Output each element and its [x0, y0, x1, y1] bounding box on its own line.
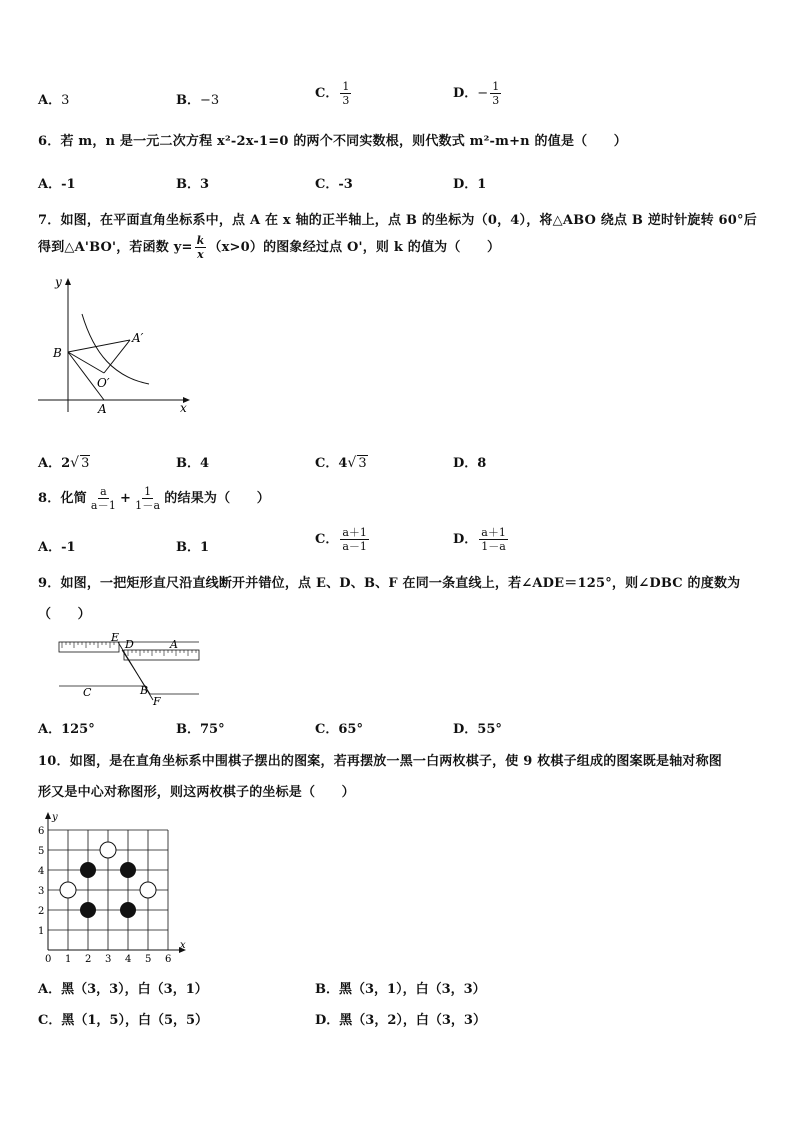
- option-letter: A．: [38, 722, 62, 737]
- q9-option-b: [176, 718, 225, 737]
- x-tick-label: 1: [65, 954, 72, 964]
- x-tick-label: 5: [145, 954, 152, 964]
- q5-option-c: [315, 80, 353, 107]
- label-a: A: [170, 638, 178, 651]
- white-stone: [140, 882, 156, 898]
- fraction-numerator: a＋1: [342, 526, 367, 539]
- option-coef: 4: [338, 456, 348, 471]
- q10-option-b: [315, 978, 486, 997]
- fraction: [89, 485, 118, 512]
- option-value: 65°: [338, 722, 363, 737]
- option-letter: D．: [453, 532, 478, 547]
- option-letter: D．: [453, 86, 478, 101]
- option-letter: C．: [315, 86, 339, 101]
- fraction-numerator: 1: [342, 80, 350, 93]
- option-letter: A．: [38, 982, 62, 997]
- option-letter: B．: [176, 93, 200, 108]
- option-value: 8: [477, 456, 487, 471]
- fraction-numerator: k: [196, 234, 205, 247]
- q6-option-b: [176, 173, 209, 192]
- black-stone: [80, 902, 96, 918]
- q7-option-d: [453, 452, 486, 471]
- option-coef: 2: [61, 456, 71, 471]
- option-letter: B．: [315, 982, 339, 997]
- sqrt-sign: √: [70, 455, 80, 471]
- label-c: C: [83, 686, 92, 699]
- option-value: 1: [200, 540, 210, 555]
- q5-option-d: [453, 80, 503, 107]
- fraction: [340, 80, 351, 107]
- sqrt-radicand: 3: [81, 456, 90, 471]
- option-value: 125°: [61, 722, 95, 737]
- q7-line2: [38, 234, 500, 261]
- option-letter: B．: [176, 177, 200, 192]
- y-axis-label: y: [52, 812, 58, 823]
- fraction-numerator: 1: [144, 485, 152, 498]
- q10-option-d: [315, 1009, 486, 1028]
- fraction-numerator: a＋1: [481, 526, 506, 539]
- q5-option-a: [38, 89, 69, 108]
- plus-sign: +: [120, 491, 132, 506]
- fraction-denominator: 3: [342, 94, 350, 107]
- q7-line2-pre: 得到△A'BO'，若函数 y=: [38, 240, 193, 255]
- q7-line2-post: （x>0）的图象经过点 O'，则 k 的值为（ ）: [208, 240, 501, 255]
- y-tick-label: 5: [38, 846, 45, 857]
- x-axis-label: x: [180, 940, 186, 951]
- fraction: [490, 80, 501, 107]
- option-value: 黑（3，1），白（3，3）: [339, 982, 486, 997]
- x-tick-label: 2: [85, 954, 92, 964]
- q8-pre: 8．化简: [38, 491, 87, 506]
- option-letter: D．: [453, 722, 478, 737]
- q9-option-c: [315, 718, 363, 737]
- option-letter: B．: [176, 456, 200, 471]
- option-value: 4: [200, 456, 210, 471]
- fraction-denominator: x: [197, 248, 204, 261]
- option-value: -3: [338, 177, 353, 192]
- option-letter: D．: [453, 177, 478, 192]
- label-y: y: [55, 275, 62, 289]
- label-d: D: [125, 638, 134, 651]
- option-letter: B．: [176, 722, 200, 737]
- label-x: x: [180, 401, 187, 415]
- black-stone: [120, 862, 136, 878]
- x-tick-label: 4: [125, 954, 132, 964]
- x-tick-label: 0: [45, 954, 52, 964]
- q7-line1: 7．如图，在平面直角坐标系中，点 A 在 x 轴的正半轴上，点 B 的坐标为（0，4），将△ABO 绕点 B 逆时针旋转 60°后: [38, 213, 757, 228]
- option-value: 3: [61, 93, 70, 108]
- fraction: [133, 485, 162, 512]
- q9-line1: 9．如图，一把矩形直尺沿直线断开并错位，点 E、D、B、F 在同一条直线上，若∠ADE＝125°，则∠DBC 的度数为: [38, 576, 741, 591]
- sqrt-radicand: 3: [358, 456, 367, 471]
- option-letter: A．: [38, 93, 62, 108]
- q8-text: [38, 485, 270, 512]
- fraction-denominator: 1－a: [135, 499, 161, 512]
- hyperbola-curve: [82, 314, 149, 384]
- q10-option-c: [38, 1009, 208, 1028]
- white-stone: [100, 842, 116, 858]
- option-value: 55°: [477, 722, 502, 737]
- q8-post: 的结果为（ ）: [164, 491, 270, 506]
- option-letter: A．: [38, 540, 62, 555]
- segment-ba-prime: [68, 340, 130, 352]
- y-tick-label: 1: [38, 926, 45, 937]
- option-letter: C．: [315, 722, 339, 737]
- q7-option-a: [38, 452, 90, 471]
- x-tick-label: 3: [105, 954, 112, 964]
- q9-ruler-figure: [56, 632, 206, 708]
- y-tick-label: 4: [38, 866, 45, 877]
- sqrt-sign: √: [347, 455, 357, 471]
- q8-option-b: [176, 536, 209, 555]
- q5-option-b: [176, 89, 219, 108]
- option-value: -1: [61, 177, 76, 192]
- fraction-denominator: 1－a: [481, 540, 506, 553]
- q6-option-c: [315, 173, 353, 192]
- fraction-numerator: a: [100, 485, 107, 498]
- fraction: [479, 526, 508, 553]
- option-letter: A．: [38, 177, 62, 192]
- q6-option-d: [453, 173, 486, 192]
- q10-line1: 10．如图，是在直角坐标系中围棋子摆出的图案，若再摆放一黑一白两枚棋子，使 9 枚棋子组成的图案既是轴对称图: [38, 754, 722, 769]
- option-letter: C．: [315, 177, 339, 192]
- label-o-prime: O′: [97, 376, 110, 390]
- option-value: 黑（3，3），白（3，1）: [61, 982, 208, 997]
- label-a-prime: A′: [132, 331, 144, 345]
- q7-option-c: [315, 452, 368, 471]
- option-value: -1: [61, 540, 76, 555]
- option-value: −3: [200, 93, 220, 108]
- q8-option-d: [453, 526, 510, 553]
- q9-option-a: [38, 718, 95, 737]
- y-axis-arrow: [45, 812, 51, 819]
- y-tick-label: 2: [38, 906, 45, 917]
- option-letter: D．: [315, 1013, 340, 1028]
- fraction-denominator: a－1: [342, 540, 367, 553]
- option-value: 75°: [200, 722, 225, 737]
- fraction: [340, 526, 369, 553]
- option-letter: B．: [176, 540, 200, 555]
- option-value: 3: [200, 177, 210, 192]
- q8-option-a: [38, 536, 76, 555]
- label-e: E: [111, 632, 120, 644]
- fraction-numerator: 1: [492, 80, 500, 93]
- fraction-denominator: a－1: [90, 499, 117, 512]
- option-value: 黑（1，5），白（5，5）: [61, 1013, 209, 1028]
- q10-option-a: [38, 978, 208, 997]
- option-letter: D．: [453, 456, 478, 471]
- option-sign: −: [477, 86, 489, 101]
- white-stone: [60, 882, 76, 898]
- option-value: 1: [477, 177, 487, 192]
- option-letter: C．: [315, 532, 339, 547]
- x-tick-label: 6: [165, 954, 172, 964]
- segment-bo-prime: [68, 352, 104, 373]
- label-b: B: [140, 684, 149, 697]
- q7-figure: [34, 272, 204, 417]
- fraction-denominator: 3: [492, 94, 500, 107]
- y-tick-label: 6: [38, 826, 45, 837]
- q10-line2: 形又是中心对称图形，则这两枚棋子的坐标是（ ）: [38, 785, 355, 800]
- black-stone: [120, 902, 136, 918]
- y-axis-arrow: [65, 278, 71, 285]
- option-letter: A．: [38, 456, 62, 471]
- q10-go-grid-figure: [34, 812, 194, 964]
- q8-option-c: [315, 526, 371, 553]
- q6-option-a: [38, 173, 76, 192]
- q9-option-d: [453, 718, 502, 737]
- fraction: [195, 234, 207, 261]
- q6-text: 6．若 m，n 是一元二次方程 x²-2x-1=0 的两个不同实数根，则代数式 m²-m+n 的值是（ ）: [38, 134, 627, 149]
- segment-a-prime-o-prime: [104, 340, 130, 373]
- option-value: 黑（3，2），白（3，3）: [339, 1013, 486, 1028]
- label-a: A: [98, 402, 107, 416]
- option-letter: C．: [315, 456, 339, 471]
- label-b: B: [53, 346, 62, 360]
- label-f: F: [153, 695, 161, 708]
- q7-option-b: [176, 452, 209, 471]
- y-tick-label: 3: [38, 886, 45, 897]
- q9-line2: （ ）: [38, 607, 91, 622]
- option-letter: C．: [38, 1013, 62, 1028]
- black-stone: [80, 862, 96, 878]
